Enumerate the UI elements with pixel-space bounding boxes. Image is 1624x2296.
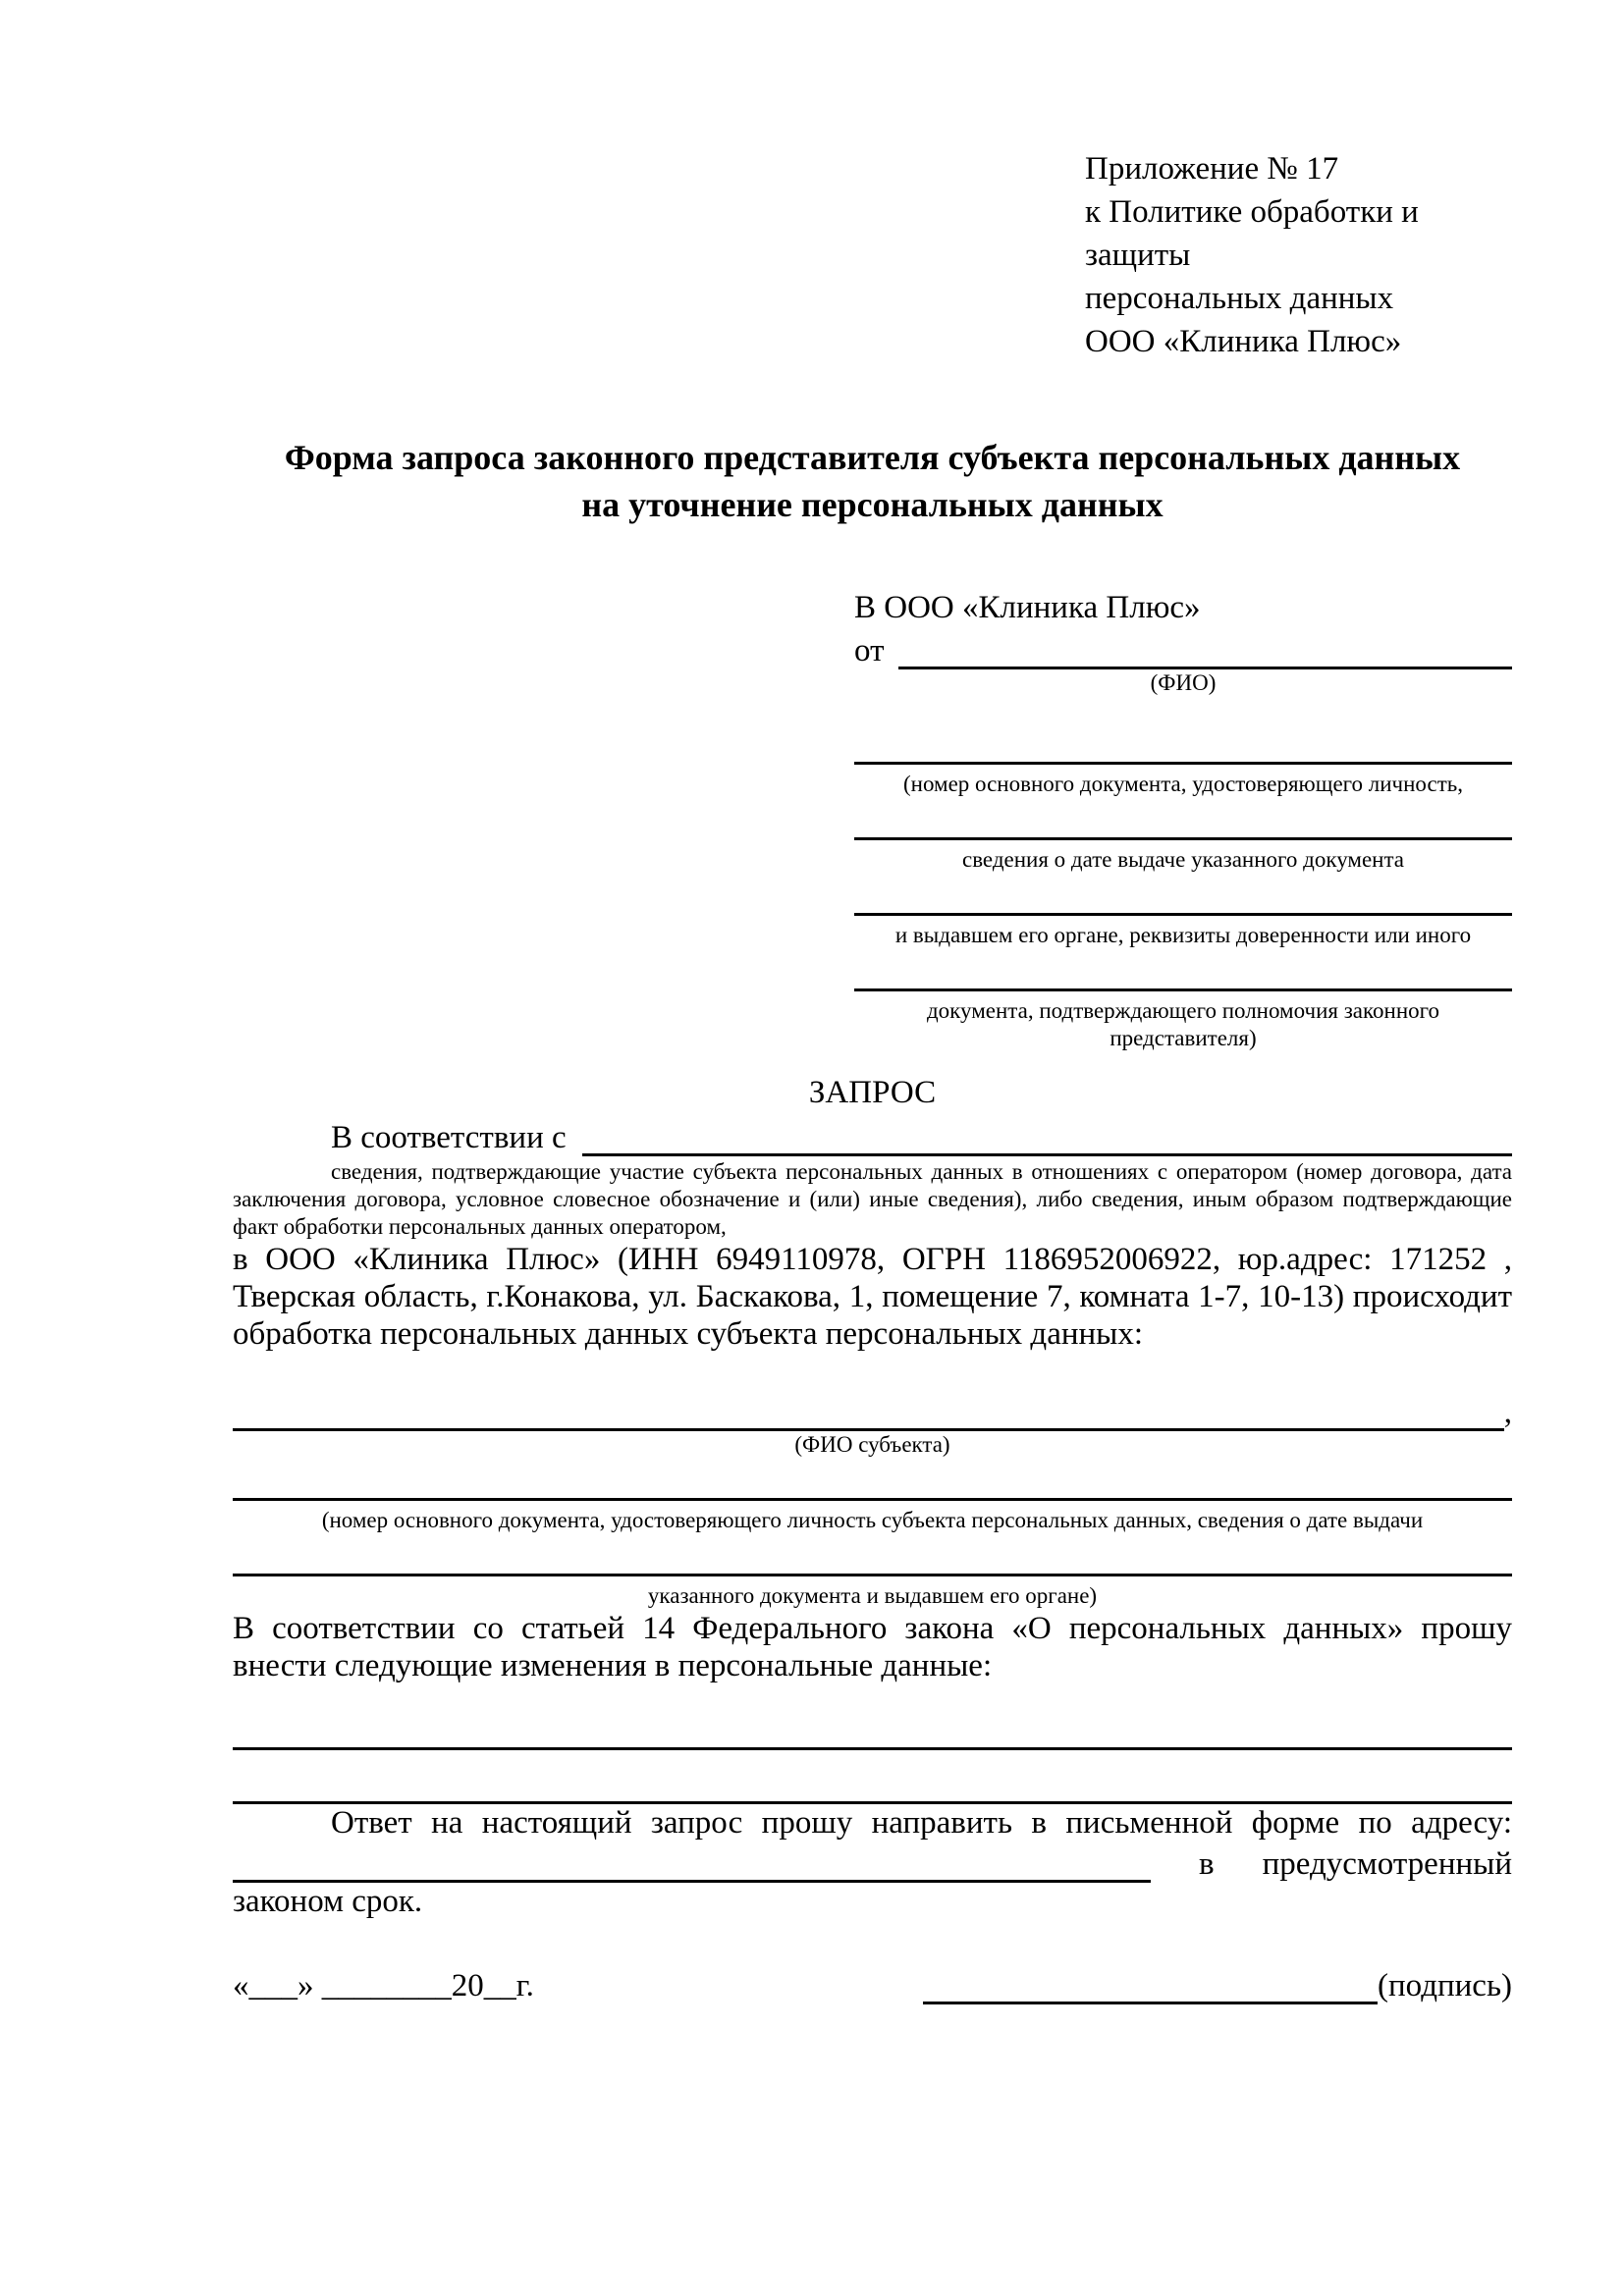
signature-caption: (подпись) [1378, 1968, 1512, 2003]
operator-info-paragraph: в ООО «Клиника Плюс» (ИНН 6949110978, ОГРН 1186952006922, юр.адрес: 171252 , Тверская область, г.Конакова, ул. Баскакова, 1, помещение 7, комната 1-7, 10-13) происходит обработка персональных данных субъекта персональных данных: [233, 1242, 1512, 1352]
accordance-footnote: сведения, подтверждающие участие субъекта персональных данных в отношениях с оператором (номер договора, дата заключения договора, условное словесное обозначение и (или) иные сведения), либо сведения, иным образом подтверждающие факт обработки персональных данных оператором, [233, 1159, 1512, 1239]
representative-doc-field-2 [854, 828, 1512, 874]
blank-line [233, 1564, 1512, 1576]
answer-address-row [233, 1845, 1512, 1883]
subject-doc-field-1 [233, 1488, 1512, 1534]
changes-blank-line-1 [233, 1696, 1512, 1750]
document-title [233, 434, 1512, 528]
subject-fio-caption: (ФИО субъекта) [794, 1432, 950, 1457]
field-caption-1: (номер основного документа, удостоверяющего личность, [902, 772, 1463, 796]
blank-line [854, 828, 1512, 840]
signature-blank-line [923, 1972, 1378, 2004]
subject-fio-suffix: , [1503, 1395, 1512, 1430]
subject-fio-blank-line [233, 1399, 1504, 1431]
signature-area [923, 1967, 1512, 2004]
date-signature-row [233, 1967, 1512, 2004]
representative-doc-field-1 [854, 752, 1512, 798]
answer-lead-paragraph: Ответ на настоящий запрос прошу направить в письменной форме по адресу: [331, 1805, 1512, 1841]
appendix-line-3: персональных данных [1085, 281, 1394, 316]
subject-doc-caption-2: указанного документа и выдавшем его органе) [647, 1583, 1098, 1608]
document-title-line-1: Форма запроса законного представителя субъекта персональных данных [284, 438, 1461, 477]
representative-doc-field-3 [854, 903, 1512, 949]
answer-tail: законом срок. [233, 1884, 423, 1919]
address-blank-line [233, 1850, 1151, 1883]
changes-blank-line-2 [233, 1750, 1512, 1804]
answer-mid-word: в [1199, 1846, 1215, 1882]
fio-blank-line [898, 637, 1513, 669]
field-caption-4: документа, подтверждающего полномочия законного представителя) [926, 998, 1439, 1050]
appendix-line-2: к Политике обработки и защиты [1085, 194, 1419, 273]
date-line: «___» ________20__г. [233, 1968, 534, 2003]
addressee-org: В ООО «Клиника Плюс» [854, 590, 1201, 625]
blank-line [854, 979, 1512, 991]
from-label: от [854, 633, 885, 668]
accordance-label: В соответствии с [331, 1120, 567, 1155]
fio-caption: (ФИО) [1150, 670, 1217, 695]
request-heading: ЗАПРОС [808, 1075, 937, 1110]
appendix-line-1: Приложение № 17 [1085, 151, 1339, 187]
accordance-row [233, 1119, 1512, 1156]
blank-line [854, 903, 1512, 916]
field-caption-2: сведения о дате выдаче указанного документа [961, 847, 1405, 872]
appendix-block [1085, 147, 1512, 363]
addressee-block [854, 589, 1512, 1052]
subject-doc-field-2 [233, 1564, 1512, 1610]
blank-line [233, 1488, 1512, 1501]
from-row [854, 632, 1512, 669]
subject-doc-caption-1: (номер основного документа, удостоверяющего личность субъекта персональных данных, сведения о дате выдачи [321, 1508, 1424, 1532]
accordance-blank-line [582, 1124, 1512, 1156]
document-title-line-2: на уточнение персональных данных [581, 485, 1164, 524]
subject-fio-row [233, 1394, 1512, 1431]
law-request-paragraph: В соответствии со статьей 14 Федерального закона «О персональных данных» прошу внести следующие изменения в персональные данные: [233, 1611, 1512, 1683]
blank-line [854, 752, 1512, 765]
appendix-line-4: ООО «Клиника Плюс» [1085, 324, 1402, 359]
answer-right-word: предусмотренный [1262, 1846, 1512, 1882]
field-caption-3: и выдавшем его органе, реквизиты доверенности или иного [894, 923, 1472, 947]
representative-doc-field-4 [854, 979, 1512, 1052]
